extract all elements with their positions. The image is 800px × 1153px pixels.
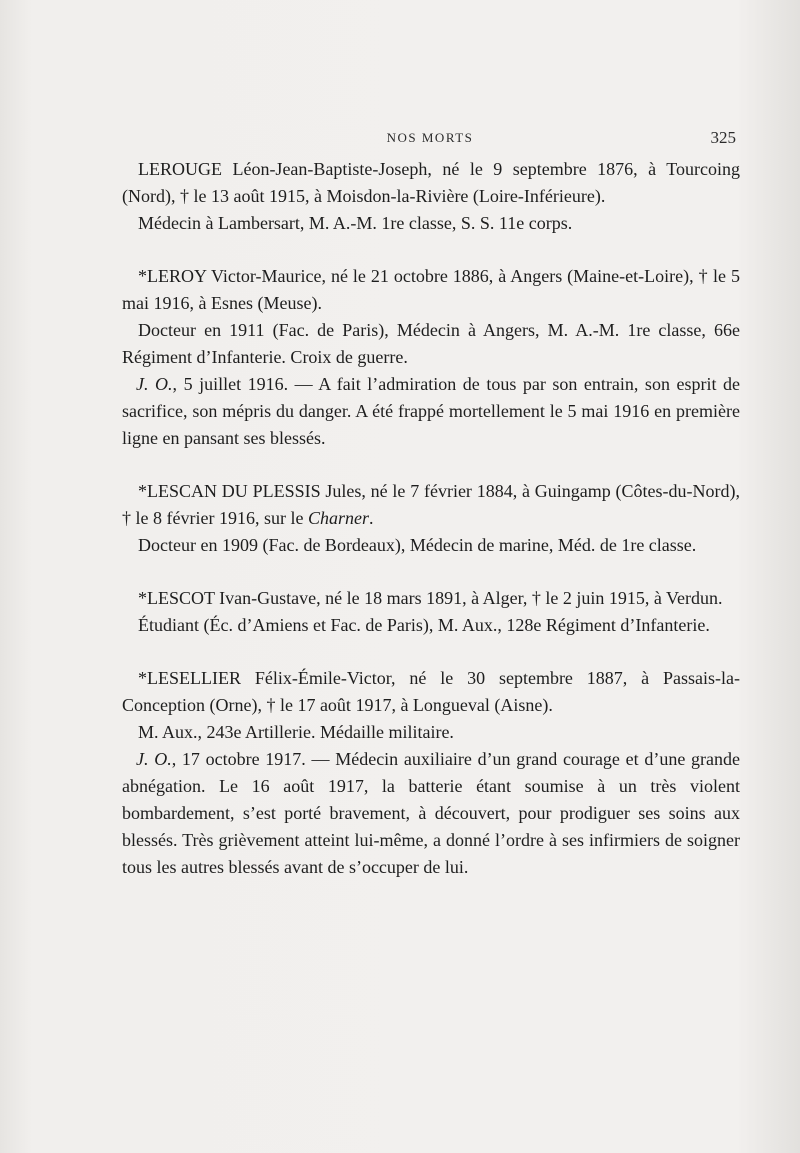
citation-source: J. O.: [136, 749, 172, 769]
entry-heading-text: *LESCAN DU PLESSIS Jules, né le 7 février 1884, à Guingamp (Côtes-du-Nord), † le 8 février 1916, sur le: [122, 481, 740, 528]
entry-lerouge: [122, 156, 740, 237]
running-head: [120, 130, 740, 152]
citation-source: J. O.: [136, 374, 173, 394]
entry-details: Docteur en 1911 (Fac. de Paris), Médecin à Angers, M. A.-M. 1re classe, 66e Régiment d’Infanterie. Croix de guerre.: [122, 320, 740, 367]
entry-heading: *LEROY Victor-Maurice, né le 21 octobre 1886, à Angers (Maine-et-Loire), † le 5 mai 1916, à Esnes (Meuse).: [122, 266, 740, 313]
entry-lesellier: [122, 665, 740, 881]
running-head-title: NOS MORTS: [386, 130, 474, 145]
citation: [122, 371, 740, 452]
entry-heading: *LESELLIER Félix-Émile-Victor, né le 30 septembre 1887, à Passais-la-Conception (Orne), † le 17 août 1917, à Longueval (Aisne).: [122, 668, 740, 715]
entry-details: Médecin à Lambersart, M. A.-M. 1re classe, S. S. 11e corps.: [138, 213, 573, 233]
entry-heading: LEROUGE Léon-Jean-Baptiste-Joseph, né le 9 septembre 1876, à Tourcoing (Nord), † le 13 août 1915, à Moisdon-la-Rivière (Loire-Inférieure).: [122, 159, 740, 206]
page-number: 325: [710, 128, 736, 147]
citation-text: , 17 octobre 1917. — Médecin auxiliaire d’un grand courage et d’une grande abnégation. Le 16 août 1917, la batterie étant soumise à un très violent bombardement, s’est porté bravement, à découvert, pour prodiguer ses soins aux blessés. Très grièvement atteint lui-même, a donné l’ordre à ses infirmiers de soigner tous les autres blessés avant de s’occuper de lui.: [122, 749, 740, 877]
entry-details: Étudiant (Éc. d’Amiens et Fac. de Paris), M. Aux., 128e Régiment d’Infanterie.: [138, 615, 710, 635]
entry-lescan-du-plessis: [122, 478, 740, 559]
entry-leroy: [122, 263, 740, 452]
obituary-list: [122, 156, 740, 881]
entry-heading: [122, 478, 740, 532]
entry-heading: *LESCOT Ivan-Gustave, né le 18 mars 1891, à Alger, † le 2 juin 1915, à Verdun.: [138, 588, 723, 608]
citation-text: , 5 juillet 1916. — A fait l’admiration de tous par son entrain, son esprit de sacrifice, son mépris du danger. A été frappé mortellement le 5 mai 1916 en première ligne en pansant ses blessés.: [122, 374, 740, 448]
citation: [122, 746, 740, 881]
entry-heading-end: .: [368, 508, 374, 528]
entry-lescot: [122, 585, 740, 639]
entry-details: Docteur en 1909 (Fac. de Bordeaux), Médecin de marine, Méd. de 1re classe.: [138, 535, 697, 555]
ship-name: Charner: [307, 508, 369, 528]
entry-details: M. Aux., 243e Artillerie. Médaille militaire.: [138, 722, 454, 742]
